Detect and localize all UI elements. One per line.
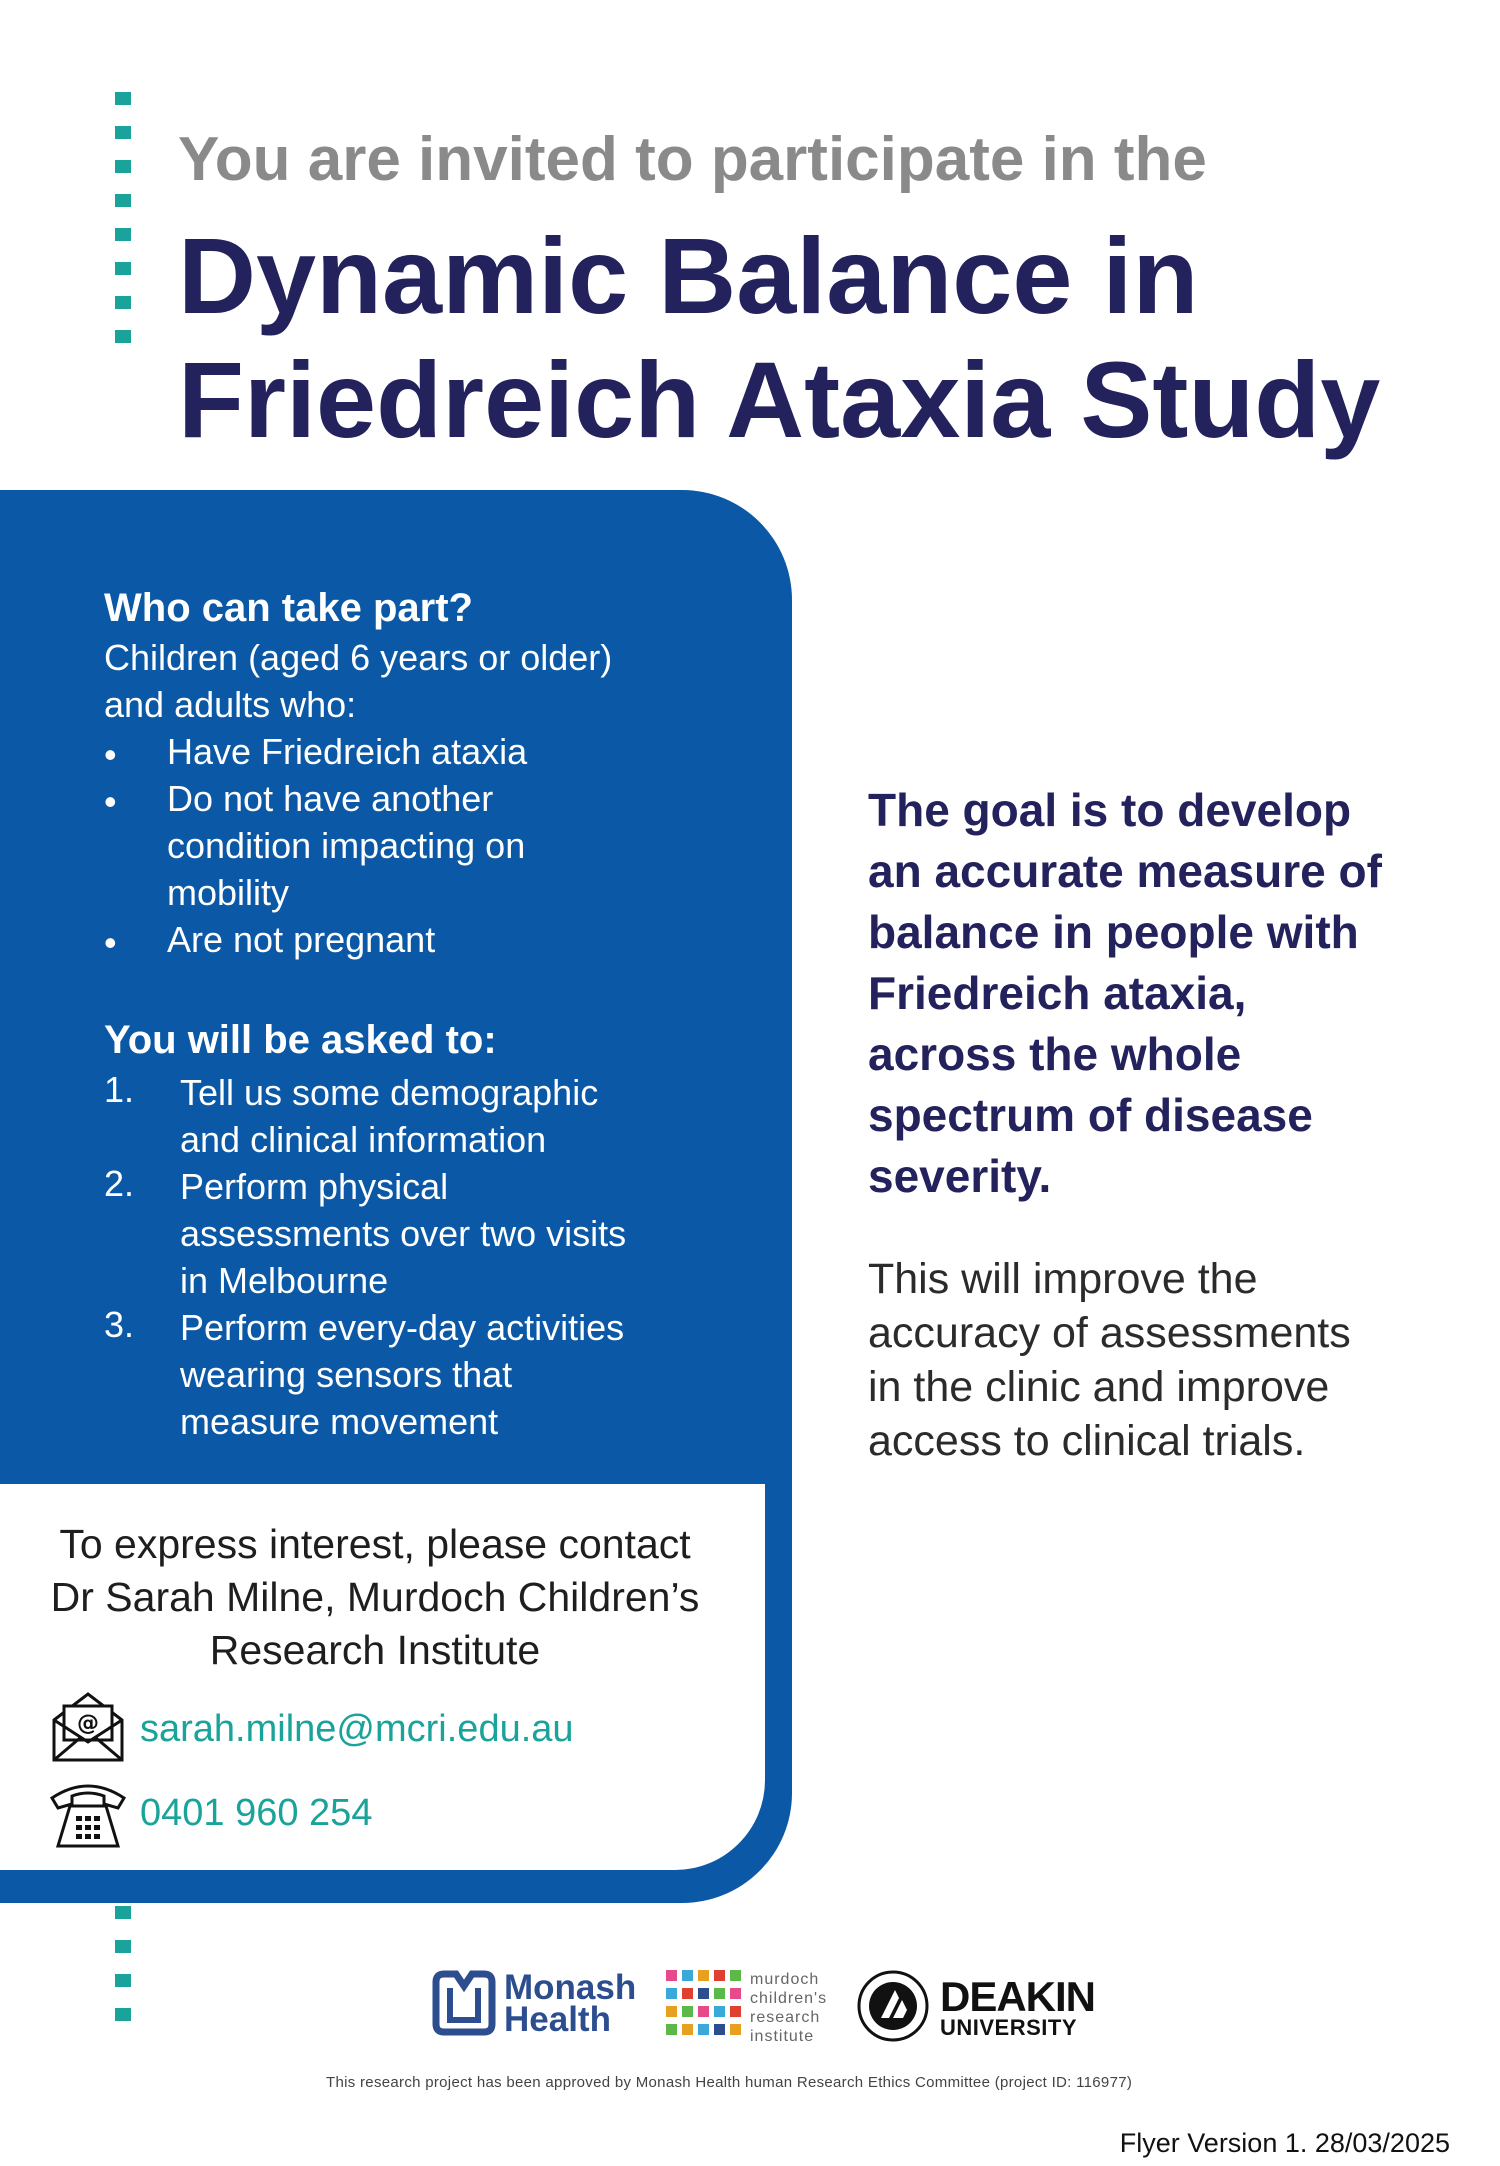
task-item-line: Tell us some demographic: [180, 1072, 599, 1113]
task-item-line: assessments over two visits: [180, 1213, 627, 1254]
deakin-logo-mark: [855, 1968, 931, 2048]
improve-line: access to clinical trials.: [868, 1417, 1306, 1465]
monash-health-logo-mark: [430, 1968, 498, 2048]
bullet-marker: •: [104, 922, 117, 963]
contact-line: Dr Sarah Milne, Murdoch Children’s: [50, 1574, 700, 1620]
goal-line: The goal is to develop: [868, 784, 1352, 836]
task-item-line: measure movement: [180, 1401, 499, 1442]
study-title-line-2: Friedreich Ataxia Study: [178, 339, 1381, 460]
task-number: 2.: [104, 1163, 135, 1204]
phone-link[interactable]: 0401 960 254: [140, 1792, 373, 1834]
monash-logo-line: Monash: [504, 1968, 637, 2007]
contact-line: Research Institute: [209, 1627, 541, 1673]
improvement-statement: [868, 1252, 1351, 1468]
eligibility-item-line: Are not pregnant: [167, 919, 436, 960]
bullet-marker: •: [104, 781, 117, 822]
task-item: [180, 1163, 626, 1304]
eligibility-item: [167, 775, 525, 916]
task-item-line: Perform physical: [180, 1166, 449, 1207]
mcri-logo-line: institute: [750, 2028, 815, 2045]
monash-logo-line: Health: [504, 2000, 611, 2039]
mcri-logo-line: children's: [750, 1990, 828, 2007]
envelope-at-icon: [48, 1690, 128, 1764]
telephone-icon: [48, 1776, 128, 1850]
task-item-line: in Melbourne: [180, 1260, 389, 1301]
task-item-line: and clinical information: [180, 1119, 547, 1160]
mcri-logo-line: murdoch: [750, 1971, 820, 1988]
goal-line: spectrum of disease: [868, 1089, 1313, 1141]
eligibility-item-line: Have Friedreich ataxia: [167, 731, 528, 772]
flyer-version: Flyer Version 1. 28/03/2025: [1119, 2128, 1450, 2158]
contact-text: [10, 1518, 740, 1677]
email-link[interactable]: sarah.milne@mcri.edu.au: [140, 1708, 574, 1750]
svg-text:@: @: [77, 1711, 99, 1736]
goal-line: balance in people with: [868, 906, 1359, 958]
eligibility-intro-line-2: and adults who:: [104, 684, 357, 725]
eligibility-item-line: condition impacting on: [167, 825, 526, 866]
eligibility-item-line: Do not have another: [167, 778, 494, 819]
eligibility-item: [167, 916, 435, 963]
task-item: [180, 1304, 624, 1445]
task-item: [180, 1069, 598, 1163]
improve-line: in the clinic and improve: [868, 1363, 1330, 1411]
monash-health-logo-text: [504, 1968, 637, 2039]
eligibility-heading: Who can take part?: [104, 586, 473, 630]
improve-line: accuracy of assessments: [868, 1309, 1351, 1357]
goal-line: Friedreich ataxia,: [868, 967, 1247, 1019]
mcri-logo-mark: [664, 1968, 744, 2048]
goal-line: across the whole: [868, 1028, 1242, 1080]
tasks-heading: You will be asked to:: [104, 1018, 497, 1062]
contact-line: To express interest, please contact: [59, 1521, 691, 1567]
deakin-logo-text: DEAKIN: [940, 1973, 1096, 2020]
bottom-dotted-line: [115, 1906, 131, 2042]
task-number: 3.: [104, 1304, 135, 1345]
study-title-line-1: Dynamic Balance in: [178, 215, 1199, 336]
eligibility-item: [167, 728, 527, 775]
goal-statement: [868, 780, 1382, 1207]
goal-line: an accurate measure of: [868, 845, 1382, 897]
invitation-text: You are invited to participate in the: [178, 125, 1207, 194]
goal-line: severity.: [868, 1150, 1052, 1202]
eligibility-intro-line-1: Children (aged 6 years or older): [104, 637, 613, 678]
top-dotted-line: [115, 92, 131, 364]
eligibility-intro: [104, 634, 612, 728]
study-title: [178, 214, 1380, 462]
bullet-marker: •: [104, 734, 117, 775]
eligibility-item-line: mobility: [167, 872, 290, 913]
mcri-logo-line: research: [750, 2009, 821, 2026]
task-item-line: wearing sensors that: [180, 1354, 513, 1395]
improve-line: This will improve the: [868, 1255, 1258, 1303]
task-item-line: Perform every-day activities: [180, 1307, 625, 1348]
mcri-logo-text: [750, 1970, 827, 2046]
deakin-logo-subtext: UNIVERSITY: [940, 2015, 1078, 2040]
ethics-approval-note: This research project has been approved by Monash Health human Research Ethics Committee (project ID: 116977): [326, 2074, 1133, 2091]
task-number: 1.: [104, 1069, 135, 1110]
